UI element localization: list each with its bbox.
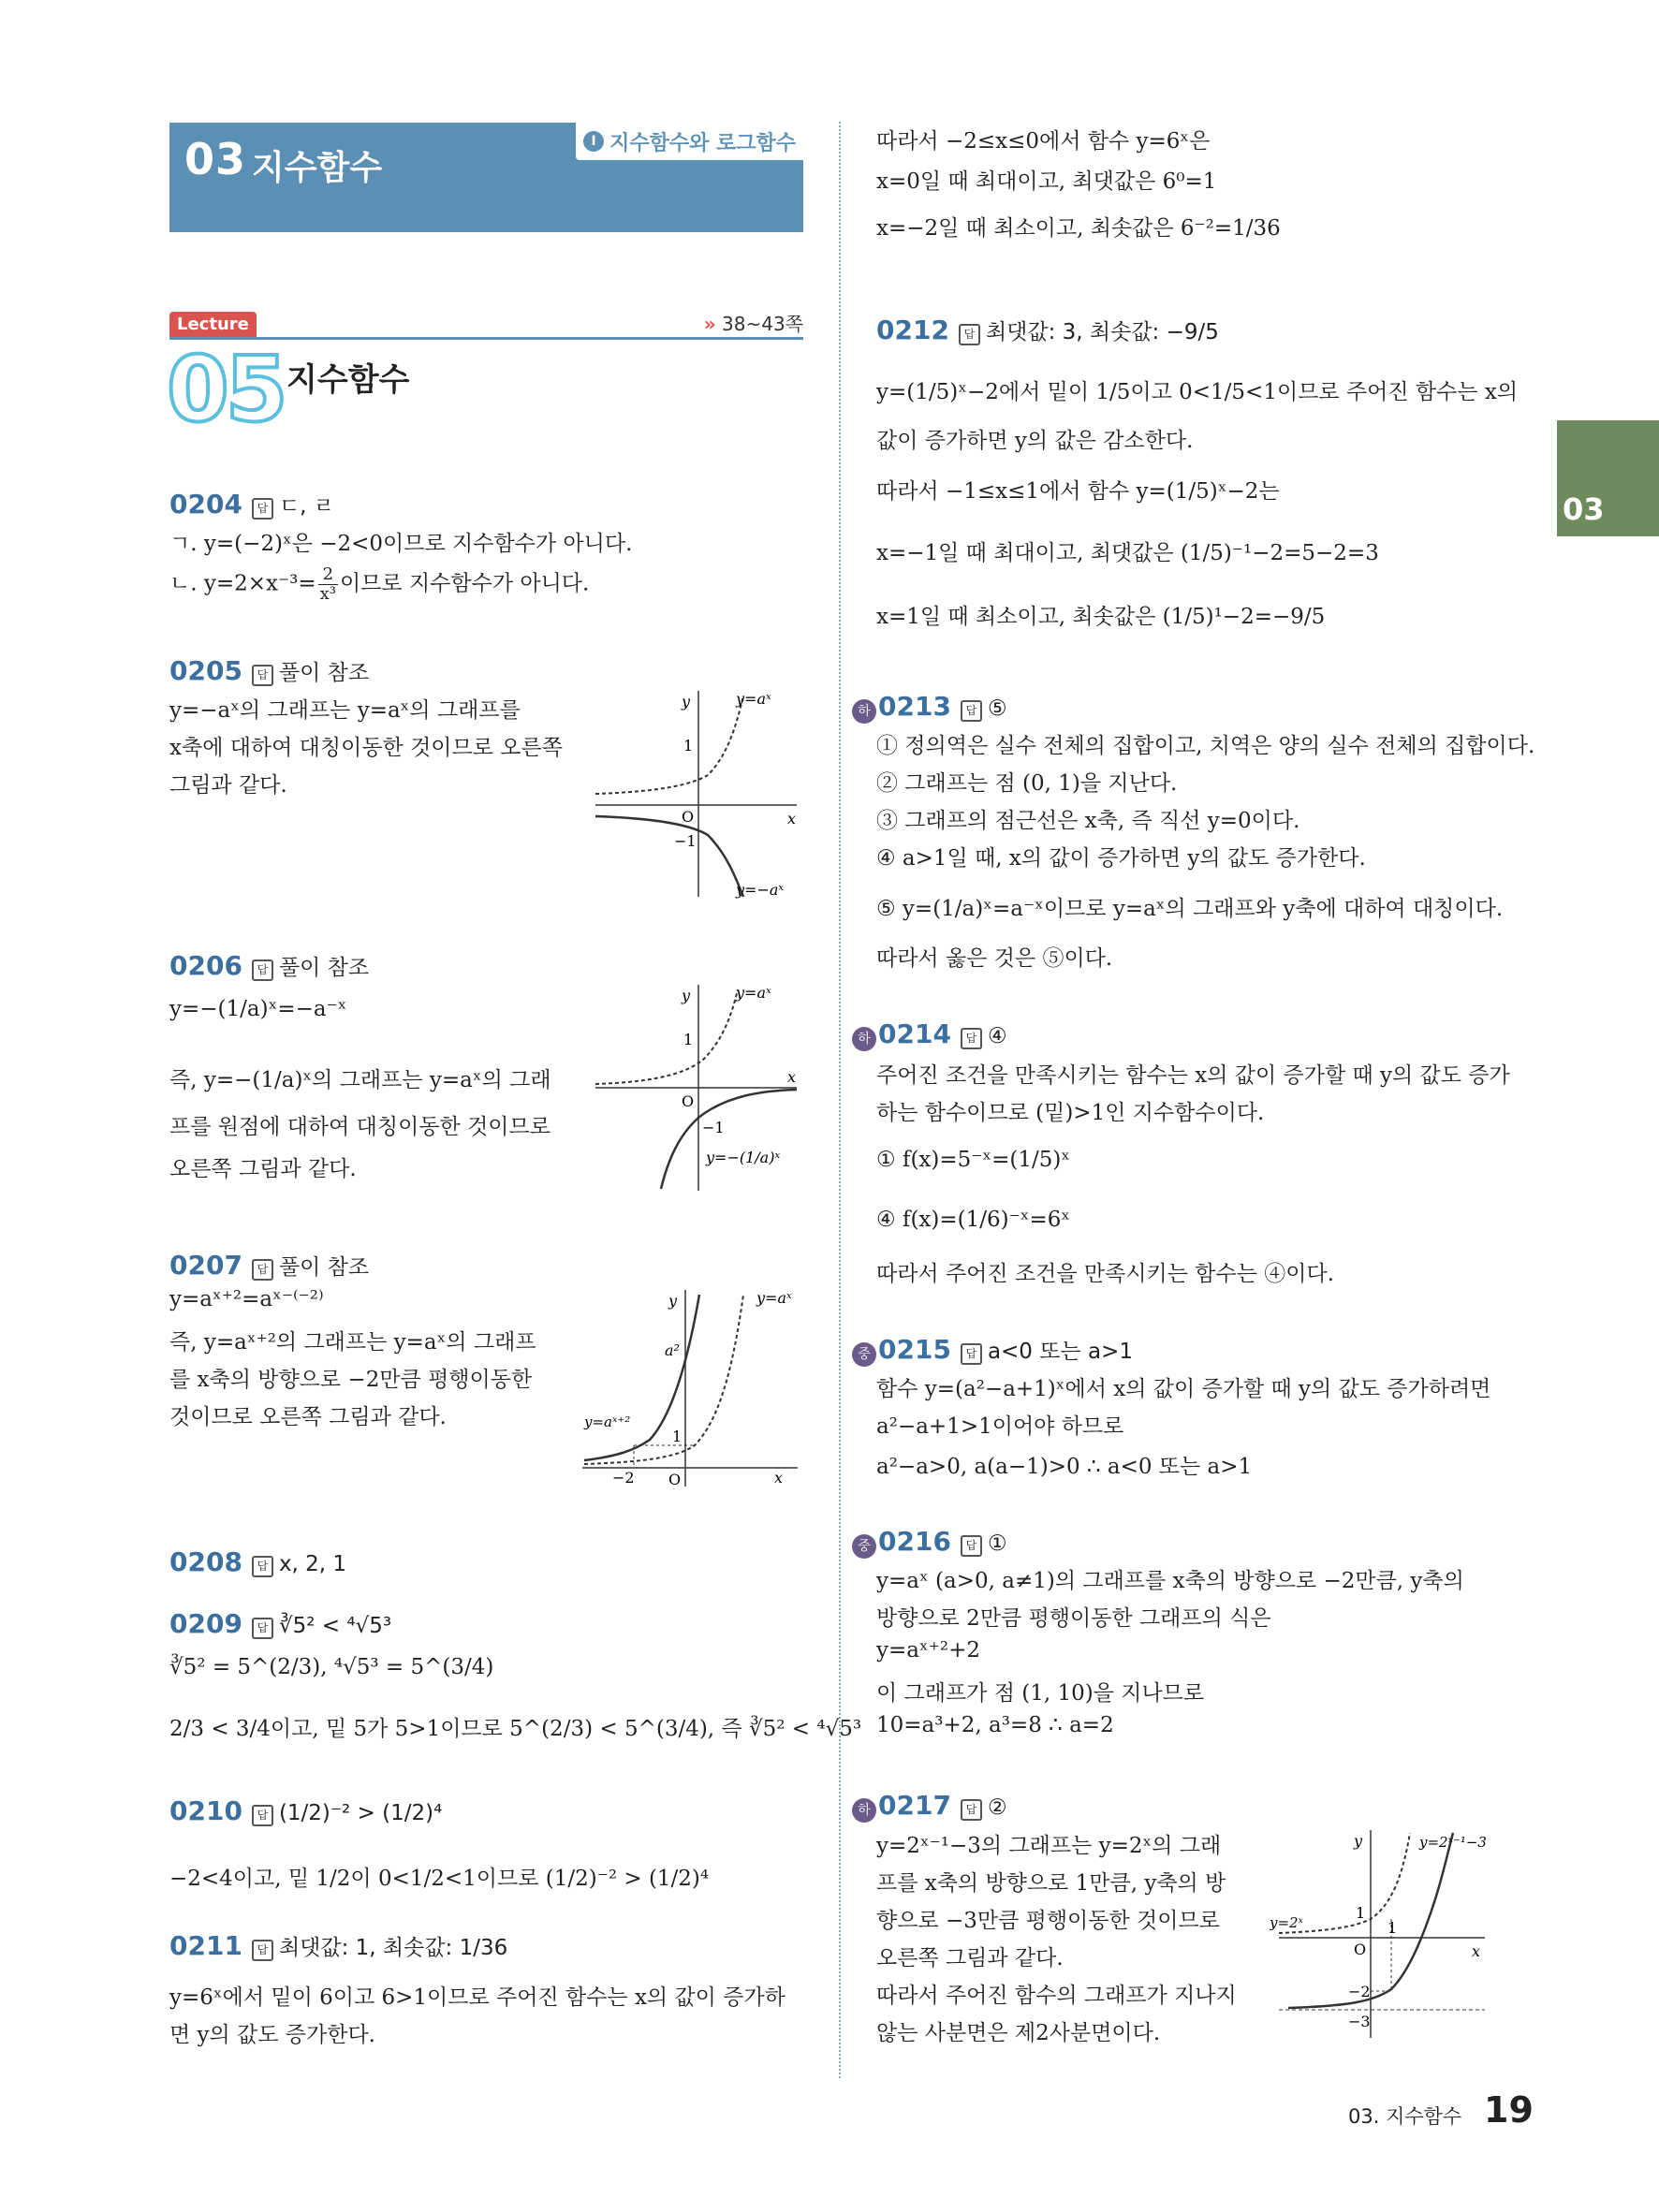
- solution-line: y=aˣ⁺²=aˣ⁻⁽⁻²⁾: [169, 1287, 324, 1311]
- denominator: x³: [319, 583, 336, 604]
- problem-number: 0207: [169, 1250, 242, 1281]
- solution-line: x=1일 때 최소이고, 최솟값은 (1/5)¹−2=−9/5: [876, 605, 1326, 629]
- unit-tag: [576, 123, 803, 160]
- solution-line: y=2ˣ⁻¹−3의 그래프는 y=2ˣ의 그래: [876, 1834, 1222, 1858]
- curve-y-a-x: [595, 696, 743, 794]
- solution-line: 즉, y=−(1/a)ˣ의 그래프는 y=aˣ의 그래: [169, 1068, 551, 1092]
- lecture-pages-text: 38~43쪽: [722, 313, 803, 335]
- graph-0206: [595, 985, 803, 1193]
- footer-chapter: 03. 지수함수: [1348, 2105, 1462, 2128]
- solution-line: ⑤ y=(1/a)ˣ=a⁻ˣ이므로 y=aˣ의 그래프와 y축에 대하여 대칭이다.: [876, 897, 1504, 921]
- solution-line: ② 그래프는 점 (0, 1)을 지난다.: [876, 771, 1178, 796]
- tick-label: −2: [1348, 1983, 1371, 2000]
- problem-0217-header: [852, 1790, 1007, 1823]
- problem-number: 0214: [878, 1018, 951, 1049]
- chapter-number: 03: [184, 134, 247, 184]
- solution-line: 면 y의 값도 증가한다.: [169, 2023, 375, 2047]
- answer-mark-icon: 답: [961, 1799, 982, 1821]
- answer-mark-icon: 답: [961, 1028, 982, 1049]
- tick-label: a²: [665, 1341, 680, 1359]
- problem-number: 0210: [169, 1795, 242, 1826]
- lecture-badge: Lecture: [169, 312, 257, 337]
- tick-label: 1: [1356, 1904, 1366, 1922]
- curve-y-a-x: [584, 1295, 743, 1464]
- solution-text: ㄴ. y=2×x⁻³=: [169, 571, 316, 596]
- solution-line: 것이므로 오른쪽 그림과 같다.: [169, 1405, 447, 1429]
- solution-line: 않는 사분면은 제2사분면이다.: [876, 2021, 1161, 2045]
- problem-answer: 풀이 참조: [278, 1255, 370, 1280]
- side-tab-label: 03: [1563, 491, 1605, 527]
- problem-number: 0213: [878, 691, 951, 722]
- problem-answer: a<0 또는 a>1: [987, 1340, 1133, 1364]
- double-chevron-icon: »: [703, 313, 716, 335]
- problem-number: 0215: [878, 1334, 951, 1365]
- graph-0205: [595, 691, 803, 901]
- problem-0216-header: [852, 1526, 1007, 1559]
- solution-line: ④ f(x)=(1/6)⁻ˣ=6ˣ: [876, 1208, 1071, 1232]
- solution-line: 따라서 주어진 조건을 만족시키는 함수는 ④이다.: [876, 1262, 1335, 1286]
- problem-0215-header: [852, 1334, 1133, 1367]
- problem-answer: ①: [987, 1531, 1007, 1556]
- solution-line: y=aˣ⁺²+2: [876, 1638, 980, 1663]
- difficulty-badge: 하: [852, 699, 876, 724]
- solution-text: 이므로 지수함수가 아니다.: [340, 571, 590, 596]
- problem-answer: ㄷ, ㄹ: [278, 494, 334, 519]
- y-axis-label: y: [682, 693, 691, 710]
- tick-label: −1: [674, 832, 697, 850]
- solution-line: 함수 y=(a²−a+1)ˣ에서 x의 값이 증가할 때 y의 값도 증가하려면: [876, 1377, 1491, 1401]
- solution-line: y=−aˣ의 그래프는 y=aˣ의 그래프를: [169, 698, 521, 723]
- answer-mark-icon: 답: [252, 1618, 273, 1639]
- solution-line: 를 x축의 방향으로 −2만큼 평행이동한: [169, 1368, 533, 1392]
- y-axis-label: y: [668, 1292, 678, 1310]
- curve-y-neg-a-x: [595, 816, 743, 897]
- problem-number: 0204: [169, 489, 242, 520]
- solution-line: y=6ˣ에서 밑이 6이고 6>1이므로 주어진 함수는 x의 값이 증가하: [169, 1985, 785, 2010]
- problem-answer: ∛5² < ⁴√5³: [278, 1614, 392, 1638]
- solution-line: x=−1일 때 최대이고, 최댓값은 (1/5)⁻¹−2=5−2=3: [876, 541, 1379, 565]
- solution-line: ① f(x)=5⁻ˣ=(1/5)ˣ: [876, 1148, 1071, 1172]
- problem-number: 0208: [169, 1546, 242, 1577]
- solution-line: 따라서 옳은 것은 ⑤이다.: [876, 946, 1113, 971]
- x-axis-label: x: [1472, 1942, 1481, 1960]
- solution-line: [169, 565, 589, 604]
- lecture-title: 지수함수: [286, 361, 410, 399]
- curve-y-a-x-plus-2: [584, 1295, 699, 1460]
- curve-label: y=2ˣ⁻¹−3: [1419, 1834, 1487, 1851]
- solution-line: 오른쪽 그림과 같다.: [169, 1157, 357, 1181]
- solution-line: 따라서 주어진 함수의 그래프가 지나지: [876, 1984, 1237, 2008]
- solution-line: 주어진 조건을 만족시키는 함수는 x의 값이 증가할 때 y의 값도 증가: [876, 1063, 1510, 1088]
- problem-answer: ⑤: [987, 696, 1007, 721]
- problem-0210-header: [169, 1795, 442, 1826]
- problem-answer: x, 2, 1: [278, 1552, 347, 1576]
- solution-line: 2/3 < 3/4이고, 밑 5가 5>1이므로 5^(2/3) < 5^(3/4), 즉 ∛5² < ⁴√5³: [169, 1717, 862, 1741]
- problem-number: 0206: [169, 950, 242, 981]
- y-axis-label: y: [1354, 1832, 1363, 1850]
- solution-line: 프를 원점에 대하여 대칭이동한 것이므로: [169, 1115, 551, 1139]
- problem-0211-header: [169, 1930, 507, 1961]
- solution-line: ① 정의역은 실수 전체의 집합이고, 치역은 양의 실수 전체의 집합이다.: [876, 734, 1535, 758]
- problem-number: 0205: [169, 655, 242, 686]
- problem-answer: ②: [987, 1795, 1007, 1820]
- solution-line: ④ a>1일 때, x의 값이 증가하면 y의 값도 증가한다.: [876, 846, 1366, 871]
- answer-mark-icon: 답: [252, 1940, 273, 1961]
- problem-answer: 풀이 참조: [278, 956, 370, 980]
- solution-line: 방향으로 2만큼 평행이동한 그래프의 식은: [876, 1606, 1271, 1631]
- solution-line: 즉, y=aˣ⁺²의 그래프는 y=aˣ의 그래프: [169, 1330, 536, 1355]
- solution-line: 오른쪽 그림과 같다.: [876, 1946, 1064, 1970]
- answer-mark-icon: 답: [252, 1805, 273, 1826]
- graph-0217: [1270, 1830, 1515, 2041]
- numerator: 2: [318, 565, 338, 585]
- solution-line: x축에 대하여 대칭이동한 것이므로 오른쪽: [169, 736, 563, 760]
- answer-mark-icon: 답: [252, 1259, 273, 1281]
- answer-mark-icon: 답: [252, 960, 273, 981]
- chapter-banner: [169, 123, 803, 232]
- problem-answer: 풀이 참조: [278, 661, 370, 685]
- tick-label: −2: [612, 1469, 635, 1487]
- solution-line: 따라서 −2≤x≤0에서 함수 y=6ˣ은: [876, 129, 1211, 154]
- difficulty-badge: 하: [852, 1027, 876, 1051]
- lecture-page-ref: [704, 309, 803, 336]
- answer-mark-icon: 답: [961, 1535, 982, 1557]
- curve-label: y=aˣ: [736, 691, 771, 708]
- solution-line: ③ 그래프의 점근선은 x축, 즉 직선 y=0이다.: [876, 809, 1300, 833]
- curve-label: y=aˣ: [756, 1290, 792, 1307]
- solution-line: a²−a>0, a(a−1)>0 ∴ a<0 또는 a>1: [876, 1455, 1253, 1479]
- tick-label: 1: [683, 1031, 694, 1048]
- problem-answer: ④: [987, 1024, 1007, 1048]
- problem-number: 0212: [876, 315, 949, 345]
- solution-line: 하는 함수이므로 (밑)>1인 지수함수이다.: [876, 1101, 1265, 1125]
- solution-line: ∛5² = 5^(2/3), ⁴√5³ = 5^(3/4): [169, 1655, 494, 1679]
- fraction: [318, 565, 338, 604]
- x-axis-label: x: [774, 1469, 784, 1487]
- answer-mark-icon: 답: [252, 1556, 273, 1577]
- page-number: 19: [1484, 2089, 1534, 2131]
- problem-0206-header: [169, 950, 369, 981]
- problem-0208-header: [169, 1546, 346, 1577]
- curve-label: y=−aˣ: [736, 881, 785, 899]
- x-axis-label: x: [787, 1068, 797, 1086]
- problem-number: 0217: [878, 1790, 951, 1821]
- solution-line: 따라서 −1≤x≤1에서 함수 y=(1/5)ˣ−2는: [876, 479, 1280, 504]
- problem-0204-header: [169, 489, 334, 520]
- origin-label: O: [1354, 1941, 1367, 1958]
- curve-label: y=aˣ⁺²: [584, 1414, 631, 1430]
- problem-0212-header: [876, 315, 1219, 345]
- solution-line: y=aˣ (a>0, a≠1)의 그래프를 x축의 방향으로 −2만큼, y축의: [876, 1569, 1464, 1593]
- solution-line: 값이 증가하면 y의 값은 감소한다.: [876, 429, 1194, 453]
- difficulty-badge: 하: [852, 1798, 876, 1823]
- solution-line: 이 그래프가 점 (1, 10)을 지나므로: [876, 1681, 1205, 1706]
- column-divider: [839, 122, 841, 2078]
- solution-line: −2<4이고, 밑 1/2이 0<1/2<1이므로 (1/2)⁻² > (1/2)⁴: [169, 1867, 710, 1891]
- solution-line: y=−(1/a)ˣ=−a⁻ˣ: [169, 997, 347, 1021]
- answer-mark-icon: 답: [959, 324, 980, 345]
- difficulty-badge: 중: [852, 1342, 876, 1367]
- graph-0207: [582, 1290, 803, 1488]
- problem-0209-header: [169, 1608, 391, 1639]
- origin-label: O: [682, 1092, 695, 1110]
- answer-mark-icon: 답: [961, 700, 982, 722]
- unit-numeral-icon: I: [583, 131, 604, 152]
- solution-line: a²−a+1>1이어야 하므로: [876, 1414, 1124, 1439]
- problem-number: 0211: [169, 1930, 242, 1961]
- tick-label: −1: [702, 1119, 725, 1136]
- solution-line: ㄱ. y=(−2)ˣ은 −2<0이므로 지수함수가 아니다.: [169, 532, 633, 556]
- tick-label: 1: [672, 1428, 683, 1445]
- problem-answer: 최댓값: 1, 최솟값: 1/36: [278, 1936, 508, 1960]
- origin-label: O: [668, 1471, 682, 1488]
- problem-number: 0216: [878, 1526, 951, 1557]
- chapter-side-tab: [1557, 420, 1659, 536]
- chapter-title: 지수함수: [252, 149, 383, 187]
- solution-line: 10=a³+2, a³=8 ∴ a=2: [876, 1713, 1114, 1737]
- curve-label: y=2ˣ: [1270, 1914, 1303, 1931]
- solution-line: 그림과 같다.: [169, 773, 287, 798]
- problem-number: 0209: [169, 1608, 242, 1639]
- problem-answer: 최댓값: 3, 최솟값: −9/5: [985, 320, 1219, 344]
- problem-0213-header: [852, 691, 1007, 724]
- solution-line: 프를 x축의 방향으로 1만큼, y축의 방: [876, 1871, 1226, 1896]
- curve-label: y=−(1/a)ˣ: [706, 1149, 781, 1166]
- difficulty-badge: 중: [852, 1534, 876, 1559]
- unit-title: 지수함수와 로그함수: [609, 131, 796, 155]
- solution-line: x=−2일 때 최소이고, 최솟값은 6⁻²=1/36: [876, 216, 1281, 241]
- curve-y-a-x: [595, 989, 738, 1084]
- tick-label: 1: [683, 737, 694, 754]
- lecture-number: 05: [167, 337, 285, 442]
- tick-label: 1: [1387, 1919, 1398, 1937]
- tick-label: −3: [1348, 2013, 1371, 2030]
- x-axis-label: x: [787, 810, 797, 828]
- answer-mark-icon: 답: [252, 498, 273, 520]
- answer-mark-icon: 답: [252, 665, 273, 686]
- problem-0214-header: [852, 1018, 1007, 1051]
- solution-line: x=0일 때 최대이고, 최댓값은 6⁰=1: [876, 169, 1217, 194]
- curve-label: y=aˣ: [736, 985, 771, 1002]
- problem-0205-header: [169, 655, 369, 686]
- problem-answer: (1/2)⁻² > (1/2)⁴: [278, 1801, 443, 1825]
- solution-line: 향으로 −3만큼 평행이동한 것이므로: [876, 1909, 1220, 1933]
- answer-mark-icon: 답: [961, 1343, 982, 1365]
- problem-0207-header: [169, 1250, 369, 1281]
- y-axis-label: y: [682, 987, 691, 1004]
- solution-line: y=(1/5)ˣ−2에서 밑이 1/5이고 0<1/5<1이므로 주어진 함수는 x의: [876, 380, 1519, 404]
- origin-label: O: [682, 808, 695, 826]
